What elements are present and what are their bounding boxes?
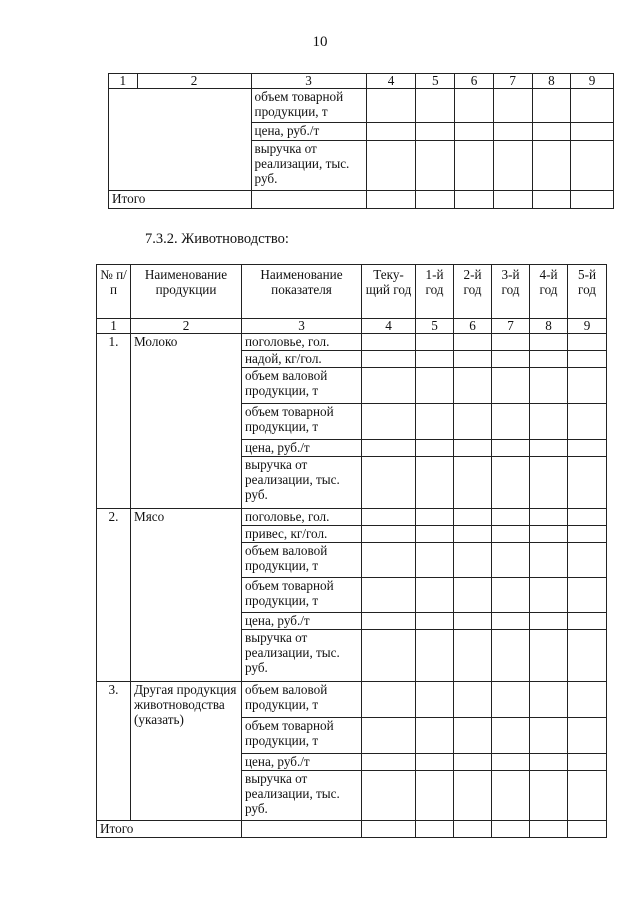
product-name: Молоко [131, 334, 242, 509]
livestock-table [96, 264, 607, 838]
column-number: 3 [242, 319, 362, 334]
row-number: 1. [97, 334, 131, 509]
header-row [97, 265, 607, 319]
indicator-cell: выручка от реализации, тыс. руб. [251, 141, 366, 191]
table-row [97, 334, 607, 351]
column-number: 4 [366, 74, 416, 89]
column-number: 3 [251, 74, 366, 89]
column-number: 9 [571, 74, 614, 89]
column-number: 5 [416, 74, 455, 89]
indicator-cell: надой, кг/гол. [242, 351, 362, 368]
total-label: Итого [97, 821, 242, 838]
product-name: Другая продукция животноводства (указать) [131, 682, 242, 821]
indicator-cell: поголовье, гол. [242, 509, 362, 526]
indicator-cell: объем товарной продукции, т [242, 718, 362, 754]
row-number: 2. [97, 509, 131, 682]
indicator-cell: выручка от реализации, тыс. руб. [242, 630, 362, 682]
column-number: 4 [362, 319, 416, 334]
page-number: 10 [312, 34, 328, 50]
total-label: Итого [109, 191, 252, 209]
indicator-cell: поголовье, гол. [242, 334, 362, 351]
indicator-cell: выручка от реализации, тыс. руб. [242, 771, 362, 821]
total-row [97, 821, 607, 838]
total-row [109, 191, 614, 209]
indicator-cell: объем товарной продукции, т [242, 404, 362, 440]
indicator-cell: объем валовой продукции, т [242, 368, 362, 404]
header-product: Наименование продукции [131, 265, 242, 319]
table-row [97, 682, 607, 718]
header-year5: 5-й год [568, 265, 607, 319]
table-row [97, 509, 607, 526]
row-number: 3. [97, 682, 131, 821]
column-number-row [97, 319, 607, 334]
indicator-cell: цена, руб./т [242, 440, 362, 457]
indicator-cell: объем валовой продукции, т [242, 543, 362, 578]
indicator-cell: объем валовой продукции, т [242, 682, 362, 718]
header-indicator: Наименование показателя [242, 265, 362, 319]
column-number: 9 [568, 319, 607, 334]
product-name: Мясо [131, 509, 242, 682]
indicator-cell: объем товарной продукции, т [242, 578, 362, 613]
column-number: 5 [416, 319, 454, 334]
column-number: 7 [493, 74, 532, 89]
indicator-cell: выручка от реализации, тыс. руб. [242, 457, 362, 509]
column-number: 8 [532, 74, 571, 89]
column-number: 2 [137, 74, 251, 89]
header-year3: 3-й год [492, 265, 530, 319]
column-number: 1 [97, 319, 131, 334]
column-number: 7 [492, 319, 530, 334]
indicator-cell: цена, руб./т [242, 613, 362, 630]
header-year2: 2-й год [454, 265, 492, 319]
column-number: 8 [530, 319, 568, 334]
indicator-cell: объем товарной продукции, т [251, 89, 366, 123]
crop-production-table-continued [108, 73, 614, 209]
header-current-year: Теку-щий год [362, 265, 416, 319]
column-number: 1 [109, 74, 138, 89]
indicator-cell: привес, кг/гол. [242, 526, 362, 543]
indicator-cell: цена, руб./т [251, 123, 366, 141]
empty-cell [109, 89, 252, 191]
column-number: 6 [454, 319, 492, 334]
header-num: № п/п [97, 265, 131, 319]
section-heading: 7.3.2. Животноводство: [145, 231, 289, 247]
table-row [109, 89, 614, 123]
indicator-cell: цена, руб./т [242, 754, 362, 771]
column-number: 2 [131, 319, 242, 334]
column-number-row [109, 74, 614, 89]
header-year1: 1-й год [416, 265, 454, 319]
header-year4: 4-й год [530, 265, 568, 319]
column-number: 6 [455, 74, 494, 89]
